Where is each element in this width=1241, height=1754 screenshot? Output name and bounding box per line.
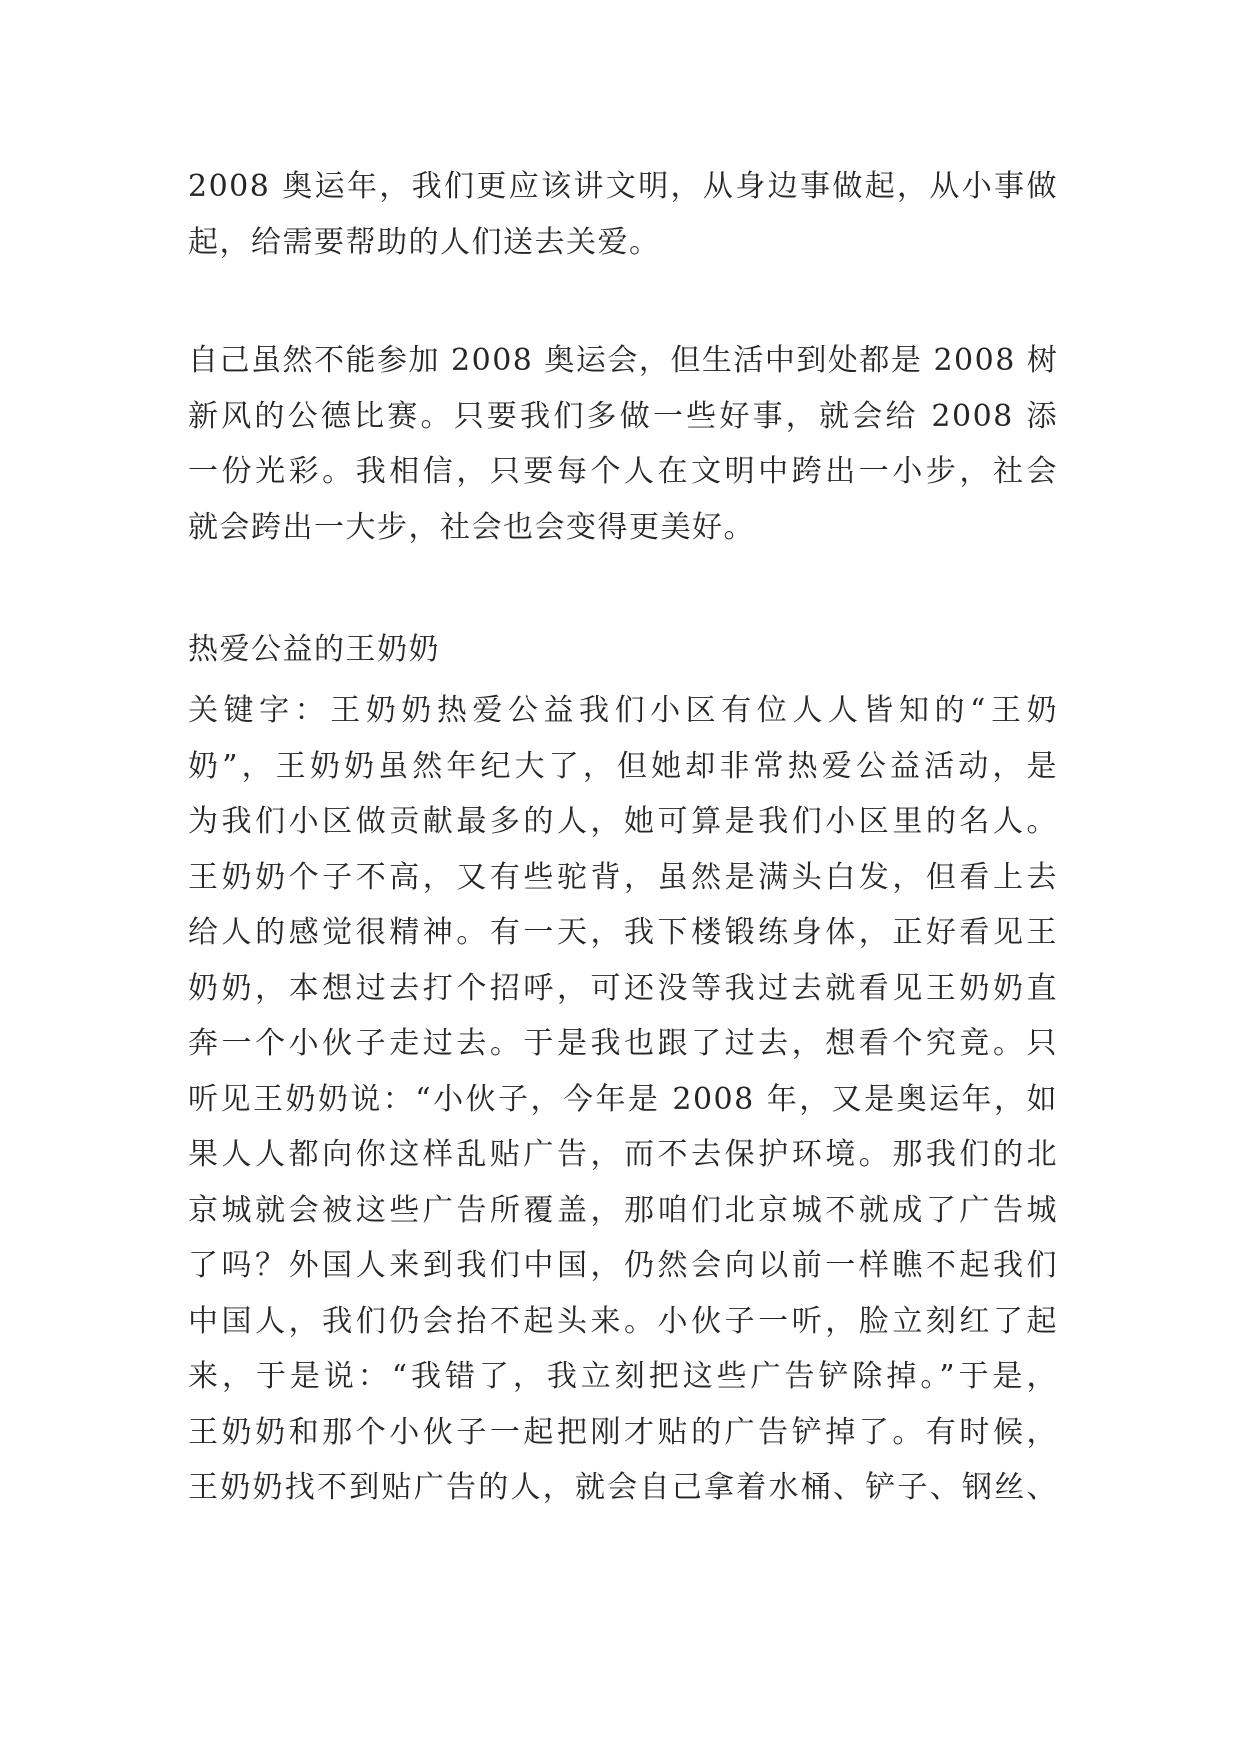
- paragraph-public-morality: [188, 333, 1058, 555]
- text-line: 听见王奶奶说：“小伙子，今年是 2008 年，又是奥运年，如: [188, 1081, 1058, 1117]
- text-line: 王奶奶个子不高，又有些驼背，虽然是满头白发，但看上去: [188, 859, 1058, 895]
- text-line: 中国人，我们仍会抬不起头来。小伙子一听，脸立刻红了起: [188, 1303, 1058, 1339]
- text-line: 奶”，王奶奶虽然年纪大了，但她却非常热爱公益活动，是: [188, 748, 1058, 784]
- text-line: 就会跨出一大步，社会也会变得更美好。: [188, 509, 755, 545]
- text-line: 2008 奥运年，我们更应该讲文明，从身边事做起，从小事做: [188, 169, 1058, 204]
- text-line: 京城就会被这些广告所覆盖，那咱们北京城不就成了广告城: [188, 1192, 1058, 1228]
- section-title: 热爱公益的王奶奶: [188, 632, 440, 667]
- text-line: 为我们小区做贡献最多的人，她可算是我们小区里的名人。: [188, 804, 1058, 839]
- paragraph-olympic-civility: [188, 159, 1058, 270]
- text-line: 王奶奶找不到贴广告的人，就会自己拿着水桶、铲子、钢丝、: [188, 1470, 1058, 1505]
- text-line: 新风的公德比赛。只要我们多做一些好事，就会给 2008 添: [188, 398, 1058, 434]
- text-line: 一份光彩。我相信，只要每个人在文明中跨出一小步，社会: [188, 454, 1058, 489]
- text-line: 了吗？外国人来到我们中国，仍然会向以前一样瞧不起我们: [188, 1248, 1058, 1283]
- text-line: 奔一个小伙子走过去。于是我也跟了过去，想看个究竟。只: [188, 1026, 1058, 1061]
- text-line: 起，给需要帮助的人们送去关爱。: [188, 224, 661, 260]
- text-line: 王奶奶和那个小伙子一起把刚才贴的广告铲掉了。有时候，: [188, 1414, 1058, 1450]
- text-line: 给人的感觉很精神。有一天，我下楼锻练身体，正好看见王: [188, 915, 1058, 950]
- paragraph-story: [188, 683, 1058, 1516]
- text-line: 自己虽然不能参加 2008 奥运会，但生活中到处都是 2008 树: [188, 343, 1059, 378]
- text-line: 奶奶，本想过去打个招呼，可还没等我过去就看见王奶奶直: [188, 970, 1058, 1006]
- text-line: 来，于是说：“我错了，我立刻把这些广告铲除掉。”于是，: [188, 1359, 1058, 1394]
- section-heading: [188, 622, 1058, 678]
- text-line: 果人人都向你这样乱贴广告，而不去保护环境。那我们的北: [188, 1137, 1058, 1172]
- text-line: 关键字：王奶奶热爱公益我们小区有位人人皆知的“王奶: [188, 693, 1058, 728]
